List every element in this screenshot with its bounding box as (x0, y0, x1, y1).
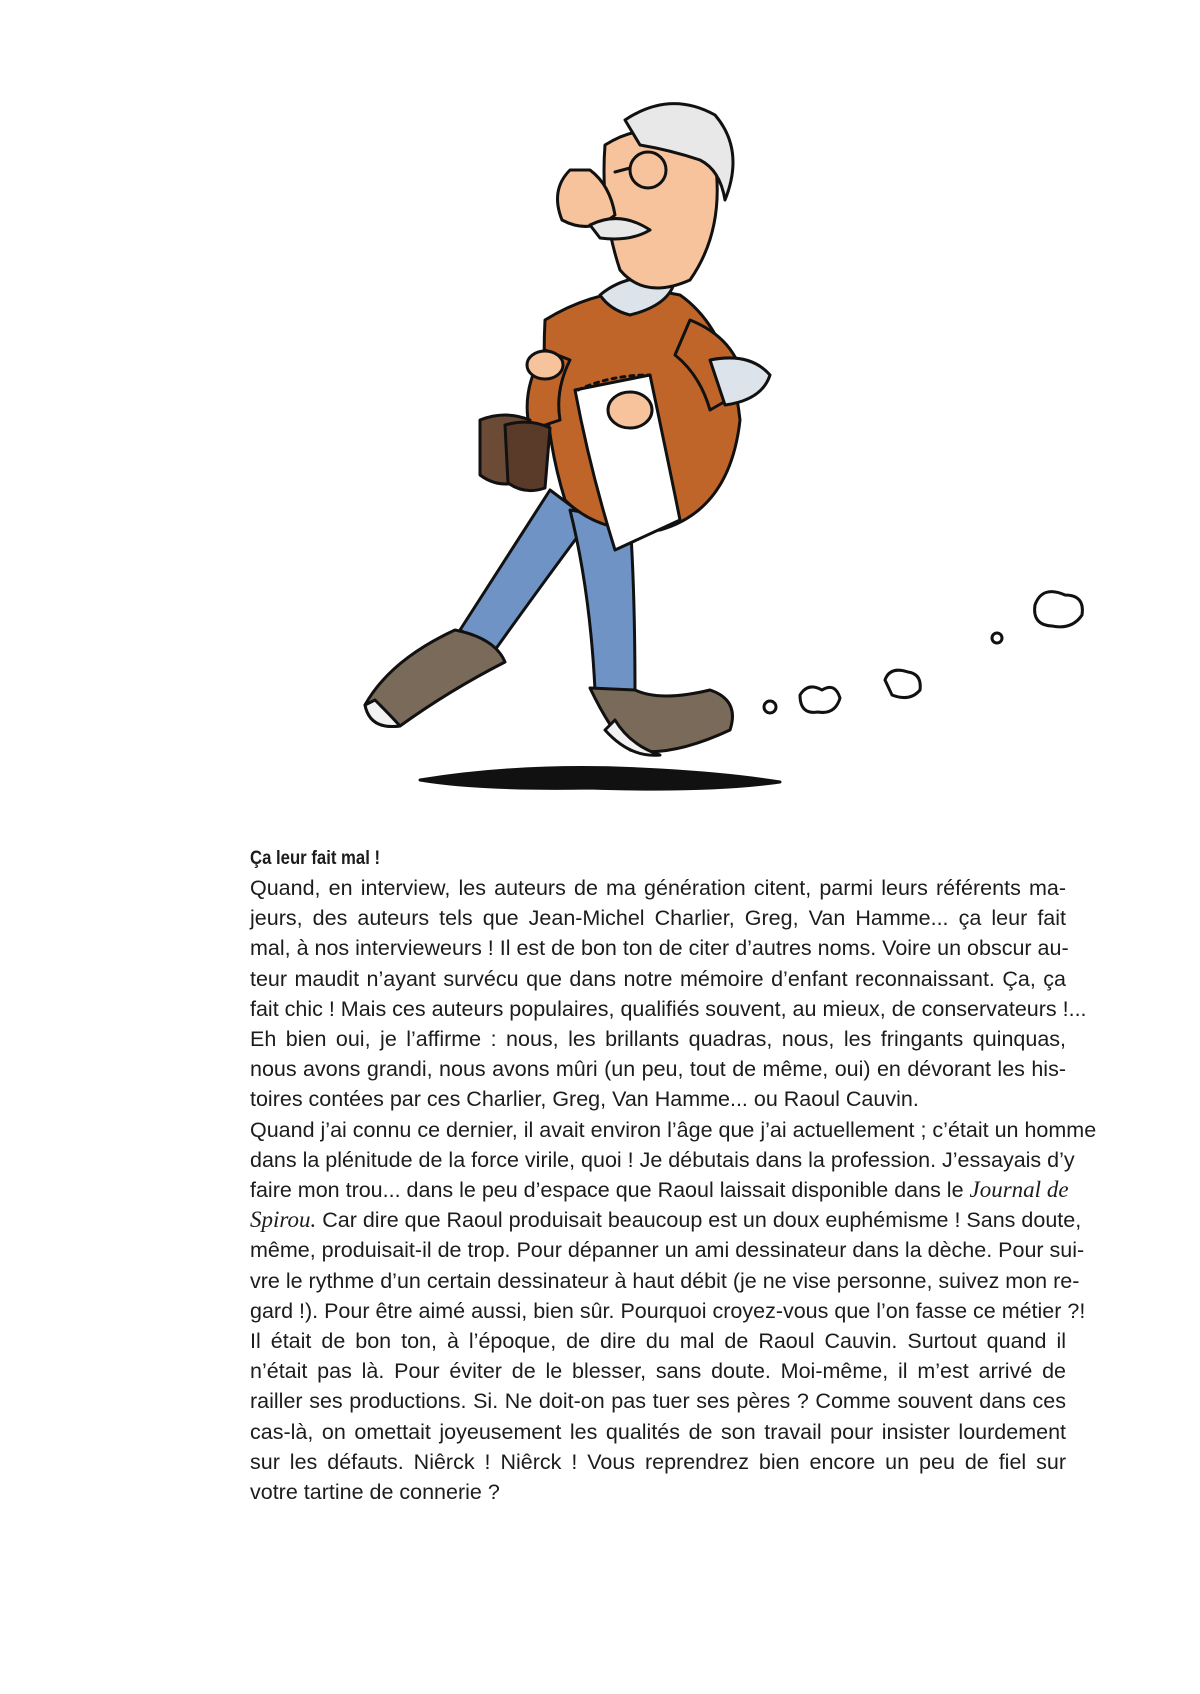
text-line: sur les défauts. Niêrck ! Niêrck ! Vous reprendrez bien encore un peu de fiel sur (250, 1449, 1066, 1474)
paragraph-1 (250, 873, 1087, 1115)
text-line-with-italic (250, 1205, 1082, 1235)
text-line: gard !). Pour être aimé aussi, bien sûr. Pourquoi croyez-vous que l’on fasse ce métier ?! (250, 1298, 1086, 1323)
text-line: n’était pas là. Pour éviter de le blesser, sans doute. Moi-même, il m’est arrivé de (250, 1359, 1066, 1384)
text-line: nous avons grandi, nous avons mûri (un peu, tout de même, oui) en dévorant les his- (250, 1057, 1066, 1082)
text-line: Il était de bon ton, à l’époque, de dire du mal de Raoul Cauvin. Surtout quand il (250, 1329, 1066, 1354)
text-line: jeurs, des auteurs tels que Jean-Michel Charlier, Greg, Van Hamme... ça leur fait (250, 906, 1066, 931)
text-line: dans la plénitude de la force virile, quoi ! Je débutais dans la profession. J’essayais d’y (250, 1147, 1075, 1172)
journal-title-italic: Journal de (969, 1177, 1069, 1203)
text-line: railler ses productions. Si. Ne doit-on pas tuer ses pères ? Comme souvent dans ces (250, 1389, 1066, 1414)
text-line: Eh bien oui, je l’affirme : nous, les brillants quadras, nous, les fringants quinquas, (250, 1027, 1066, 1052)
text-line: fait chic ! Mais ces auteurs populaires, qualifiés souvent, au mieux, de conservateurs !... (250, 996, 1087, 1021)
text-fragment: Car dire que Raoul produisait beaucoup est un doux euphémisme ! Sans doute, (316, 1208, 1082, 1233)
journal-title-italic: Spirou. (250, 1207, 317, 1233)
article-heading: Ça leur fait mal ! (250, 848, 381, 869)
text-line: teur maudit n’ayant survécu que dans notre mémoire d’enfant reconnaissant. Ça, ça (250, 966, 1066, 991)
text-line-with-italic (250, 1175, 1069, 1205)
text-line: Quand j’ai connu ce dernier, il avait environ l’âge que j’ai actuellement ; c’était un homme (250, 1117, 1097, 1142)
text-fragment: faire mon trou... dans le peu d’espace que Raoul laissait disponible dans le (250, 1178, 970, 1203)
cartoon-illustration (330, 90, 1190, 810)
text-line: cas-là, on omettait joyeusement les qualités de son travail pour insister lourdement (250, 1419, 1066, 1444)
text-line: Quand, en interview, les auteurs de ma génération citent, parmi leurs référents ma- (250, 876, 1066, 900)
text-line: même, produisait-il de trop. Pour dépanner un ami dessinateur dans la dèche. Pour sui- (250, 1238, 1085, 1263)
walking-man-icon (330, 90, 1190, 810)
article (250, 845, 1097, 1507)
text-line: votre tartine de connerie ? (250, 1480, 500, 1505)
text-line: toires contées par ces Charlier, Greg, Van Hamme... ou Raoul Cauvin. (250, 1087, 919, 1112)
paragraph-2 (250, 1115, 1097, 1508)
text-line: mal, à nos intervieweurs ! Il est de bon ton de citer d’autres noms. Voire un obscur au- (250, 936, 1069, 961)
text-line: vre le rythme d’un certain dessinateur à haut débit (je ne vise personne, suivez mon re- (250, 1268, 1080, 1293)
